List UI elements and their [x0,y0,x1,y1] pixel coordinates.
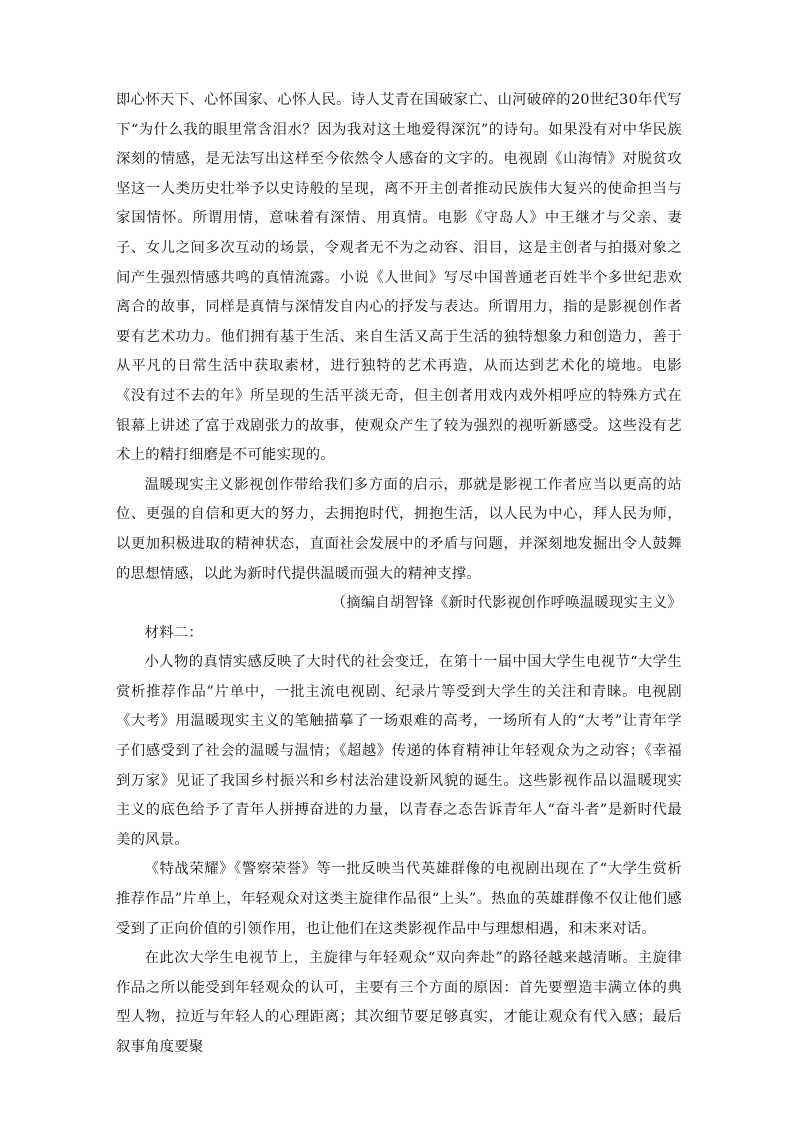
paragraph-small-people: 小人物的真情实感反映了大时代的社会变迁，在第十一届中国大学生电视节“大学生赏析推荐作品”片单中，一批主流电视剧、纪录片等受到大学生的关注和青睐。电视剧《大考》用温暖现实主义的笔触描摹了一场艰难的高考，一场所有人的“大考”让青年学子们感受到了社会的温暖与温情；《超越》传递的体育精神让年轻观众为之动容；《幸福到万家》见证了我国乡村振兴和乡村法治建设新风貌的诞生。这些影视作品以温暖现实主义的底色给予了青年人拼搏奋进的力量，以青春之态告诉青年人“奋斗者”是新时代最美的风景。 [116,654,682,848]
document-body [116,86,682,1063]
material-two-heading: 材料二： [144,624,203,641]
paragraph-heroes: 《特战荣耀》《警察荣誉》等一批反映当代英雄群像的电视剧出现在了“大学生赏析推荐作品”片单上，年轻观众对这类主旋律作品很“上头”。热血的英雄群像不仅让他们感受到了正向价值的引领作用，也让他们在这类影视作品中与理想相遇，和未来对话。 [116,861,682,937]
paragraph-inspiration: 温暖现实主义影视创作带给我们多方面的启示，那就是影视工作者应当以更高的站位、更强的自信和更大的努力，去拥抱时代，拥抱生活，以人民为中心，拜人民为师，以更加积极进取的精神状态，直面社会发展中的矛盾与问题，并深刻地发掘出令人鼓舞的思想情感，以此为新时代提供温暖而强大的精神支撑。 [116,476,682,582]
paragraph-two-way: 在此次大学生电视节上，主旋律与年轻观众“双向奔赴”的路径越来越清晰。主旋律作品之所以能受到年轻观众的认可，主要有三个方面的原因：首先要塑造丰满立体的典型人物，拉近与年轻人的心理距离；其次细节要足够真实，才能让观众有代入感；最后叙事角度要聚 [116,950,682,1055]
paragraph-continuation: 即心怀天下、心怀国家、心怀人民。诗人艾青在国破家亡、山河破碎的20世纪30年代写下“为什么我的眼里常含泪水？因为我对这土地爱得深沉”的诗句。如果没有对中华民族深刻的情感，是无法写出这样至今依然令人感奋的文字的。电视剧《山海情》对脱贫攻坚这一人类历史壮举予以史诗般的呈现，离不开主创者推动民族伟大复兴的使命担当与家国情怀。所谓用情，意味着有深情、用真情。电影《守岛人》中王继才与父亲、妻子、女儿之间多次互动的场景，令观者无不为之动容、泪目，这是主创者与拍摄对象之间产生强烈情感共鸣的真情流露。小说《人世间》写尽中国普通老百姓半个多世纪悲欢离合的故事，同样是真情与深情发自内心的抒发与表达。所谓用力，指的是影视创作者要有艺术功力。他们拥有基于生活、来自生活又高于生活的独特想象力和创造力，善于从平凡的日常生活中获取素材，进行独特的艺术再造，从而达到艺术化的境地。电影《没有过不去的年》所呈现的生活平淡无奇，但主创者用戏内戏外相呼应的特殊方式在银幕上讲述了富于戏剧张力的故事，使观众产生了较为强烈的视听新感受。这些没有艺术上的精打细磨是不可能实现的。 [116,92,682,464]
source-citation: （摘编自胡智锋《新时代影视创作呼唤温暖现实主义》 [331,595,682,612]
